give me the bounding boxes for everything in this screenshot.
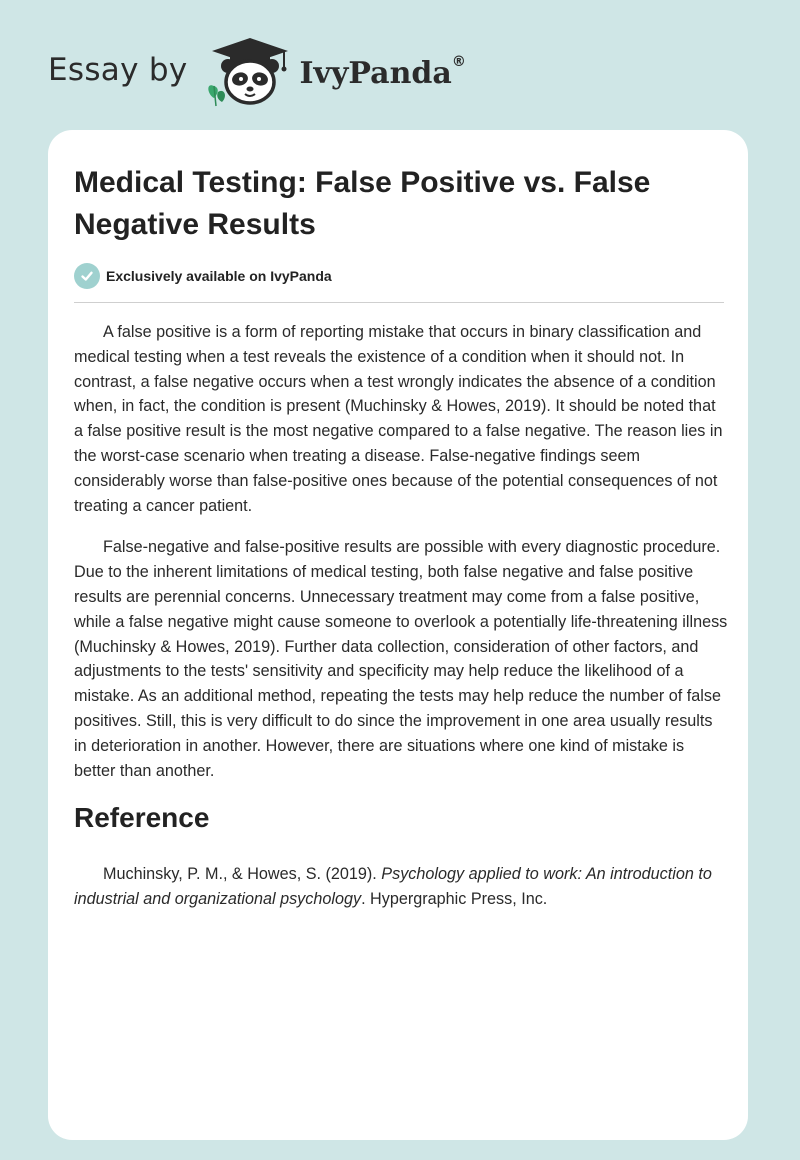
check-circle-icon bbox=[74, 263, 100, 289]
exclusive-badge-label: Exclusively available on IvyPanda bbox=[106, 268, 332, 284]
essay-title: Medical Testing: False Positive vs. False Negative Results bbox=[74, 166, 651, 241]
panda-graduate-logo-icon bbox=[204, 36, 296, 108]
essay-by-label: Essay by bbox=[48, 52, 188, 88]
reference-heading: Reference bbox=[74, 802, 210, 834]
registered-mark: ® bbox=[451, 53, 466, 70]
brand-name-text: IvyPanda bbox=[299, 55, 452, 91]
brand-name bbox=[299, 53, 466, 91]
exclusive-badge bbox=[74, 263, 332, 289]
essay-card bbox=[48, 130, 748, 1140]
reference-book-title: Psychology applied to work: An introduction to industrial and organizational psychology bbox=[74, 865, 712, 909]
reference-entry bbox=[74, 862, 728, 912]
reference-authors: Muchinsky, P. M., & Howes, S. (2019). bbox=[103, 865, 382, 884]
essay-body bbox=[74, 320, 728, 912]
body-paragraph-2: False-negative and false-positive results are possible with every diagnostic procedure. Due to the inherent limitations of medical testing, both false negative and false positive results are perennial concerns. Unnecessary treatment may come from a false positive, while a false negative might cause someone to overlook a potentially life-threatening illness (Muchinsky & Howes, 2019). Further data collection, consideration of other factors, and adjustments to the tests' sensitivity and specificity may help reduce the likelihood of a mistake. As an additional method, repeating the tests may help reduce the number of false positives. Still, this is very difficult to do since the improvement in one area usually results in deterioration in another. However, there are situations where one kind of mistake is better than another. bbox=[74, 538, 728, 780]
title-divider bbox=[74, 302, 724, 303]
reference-citation bbox=[74, 862, 728, 912]
body-paragraph-1: A false positive is a form of reporting mistake that occurs in binary classification and medical testing when a test reveals the existence of a condition when it should not. In contrast, a false negative occurs when a test wrongly indicates the absence of a condition when, in fact, the condition is present (Muchinsky & Howes, 2019). It should be noted that a false positive result is the most negative compared to a false negative. The reason lies in the worst-case scenario when treating a disease. False-negative findings seem considerably worse than false-positive ones because of the potential consequences of not treating a cancer patient. bbox=[74, 323, 723, 515]
site-header bbox=[48, 36, 466, 108]
reference-publisher: . Hypergraphic Press, Inc. bbox=[361, 890, 548, 909]
